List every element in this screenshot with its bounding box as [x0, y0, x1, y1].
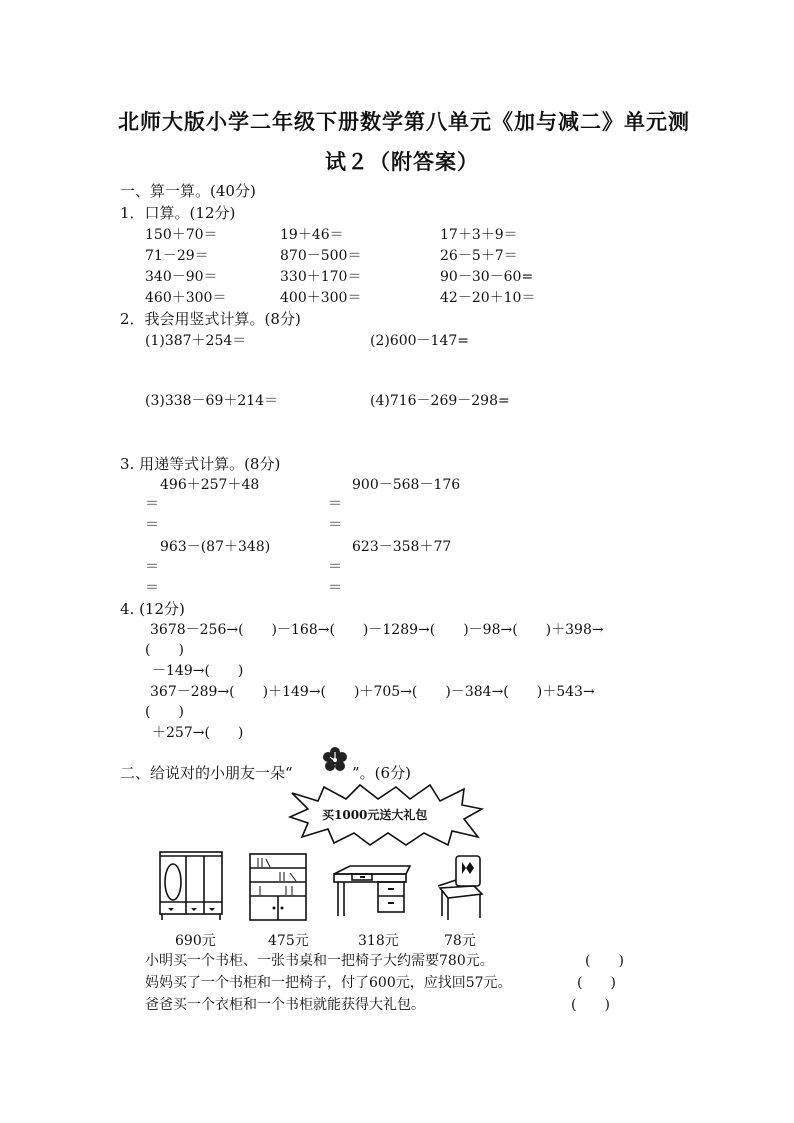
price-bookcase: 475元 [268, 933, 309, 949]
answer-blank-3[interactable]: ( ) [571, 997, 610, 1013]
equals-sign: ＝ [328, 580, 342, 596]
statement-1: 小明买一个书柜、一张书桌和一把椅子大约需要780元。 [145, 953, 494, 969]
q4-chain-2-line-3: ＋257→( ) [152, 725, 244, 741]
q3-item-1: 496＋257＋48 [160, 477, 260, 493]
q2-heading: 2．我会用竖式计算。(8分) [120, 310, 301, 328]
q1-item: 71－29＝ [145, 248, 209, 264]
q2-item-3: (3)338－69＋214＝ [145, 393, 279, 409]
equals-sign: ＝ [145, 517, 159, 533]
equals-sign: ＝ [328, 559, 342, 575]
equals-sign: ＝ [145, 496, 159, 512]
title-line-2: 试２（附答案） [325, 149, 479, 174]
q1-item: 17＋3＋9＝ [440, 227, 518, 243]
title-line-1: 北师大版小学二年级下册数学第八单元《加与减二》单元测 [118, 109, 690, 134]
q4-chain-1-line-1: 3678－256→( )－168→( )－1289→( )－98→( )＋398→ [150, 622, 604, 638]
section-2-heading-pre: 二、给说对的小朋友一朵“ [120, 764, 293, 782]
q1-item: 90－30－60= [440, 269, 534, 285]
q3-item-3: 963－(87＋348) [160, 539, 271, 555]
section-1-heading: 一、算一算。(40分) [120, 182, 256, 200]
equals-sign: ＝ [328, 496, 342, 512]
q4-heading: 4. (12分) [120, 600, 185, 618]
equals-sign: ＝ [145, 580, 159, 596]
q1-item: 150＋70＝ [145, 227, 218, 243]
q1-item: 870－500＝ [280, 248, 362, 264]
q2-item-4: (4)716－269－298= [370, 393, 510, 409]
statement-2: 妈妈买了一个书柜和一把椅子，付了600元，应找回57元。 [145, 975, 512, 991]
q3-item-4: 623－358＋77 [352, 539, 452, 555]
statement-3: 爸爸买一个衣柜和一个书柜就能获得大礼包。 [145, 997, 425, 1013]
answer-blank-2[interactable]: ( ) [577, 975, 616, 991]
equals-sign: ＝ [145, 559, 159, 575]
banner-text: 买1000元送大礼包 [322, 808, 428, 822]
q1-heading: 1．口算。(12分) [120, 204, 236, 222]
price-desk: 318元 [358, 933, 399, 949]
wardrobe-illustration [156, 846, 226, 922]
q1-item: 42－20＋10＝ [440, 290, 536, 306]
q1-item: 26－5＋7＝ [440, 248, 518, 264]
answer-blank-1[interactable]: ( ) [585, 953, 624, 969]
chair-illustration [434, 852, 488, 922]
price-chair: 78元 [444, 933, 476, 949]
q4-chain-1-line-2: ( ) [145, 642, 184, 658]
flower-icon [320, 746, 350, 774]
price-wardrobe: 690元 [175, 933, 216, 949]
bookcase-illustration [246, 850, 310, 924]
equals-sign: ＝ [328, 517, 342, 533]
q2-item-1: (1)387＋254＝ [145, 333, 247, 349]
q3-item-2: 900－568－176 [352, 477, 461, 493]
q1-item: 330＋170＝ [280, 269, 362, 285]
q4-chain-1-line-3: －149→( ) [152, 663, 244, 679]
q1-item: 400＋300＝ [280, 290, 362, 306]
q2-item-2: (2)600－147= [370, 333, 470, 349]
q4-chain-2-line-2: ( ) [145, 704, 184, 720]
section-2-heading-post: ”。(6分) [352, 764, 411, 782]
q3-heading: 3. 用递等式计算。(8分) [120, 455, 281, 473]
desk-illustration [330, 862, 412, 922]
q1-item: 340－90＝ [145, 269, 218, 285]
q1-item: 19＋46＝ [280, 227, 344, 243]
q1-item: 460＋300＝ [145, 290, 227, 306]
q4-chain-2-line-1: 367－289→( )＋149→( )＋705→( )－384→( )＋543→ [150, 684, 595, 700]
